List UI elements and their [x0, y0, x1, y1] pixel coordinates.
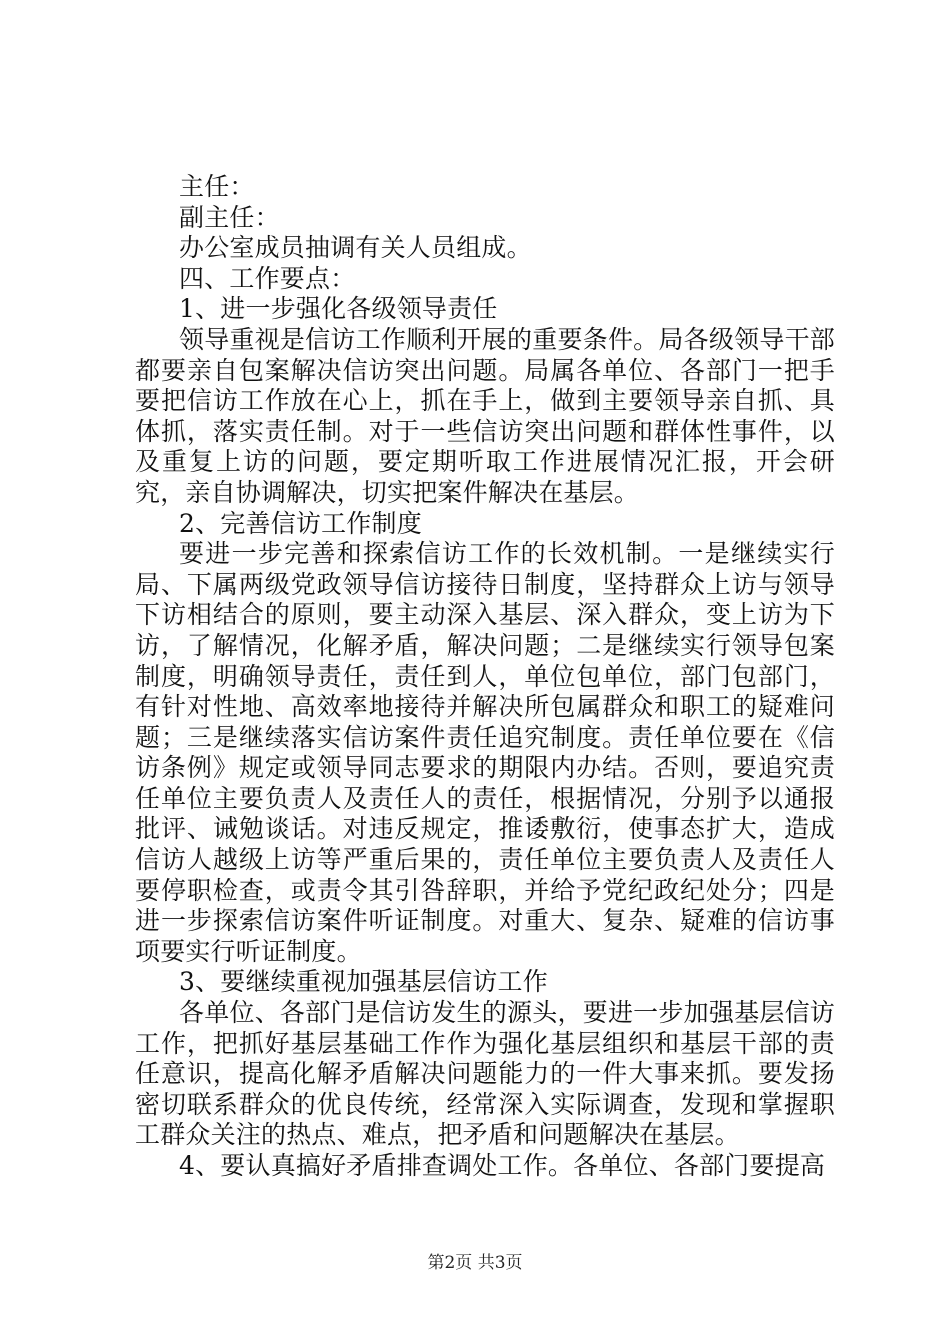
- subheading-grassroots-work: 3、要继续重视加强基层信访工作: [179, 967, 548, 997]
- page-footer: 第2页 共3页: [427, 1253, 523, 1273]
- section-heading-work-points: 四、工作要点：: [179, 263, 356, 293]
- paragraph-office-members: 办公室成员抽调有关人员组成。: [179, 233, 532, 263]
- subheading-improve-system: 2、完善信访工作制度: [179, 508, 422, 538]
- paragraph-conflict-mediation: 4、要认真搞好矛盾排查调处工作。各单位、各部门要提高: [179, 1151, 826, 1180]
- subheading-leadership-responsibility: 1、进一步强化各级领导责任: [179, 294, 498, 324]
- paragraph-leadership-responsibility: 领导重视是信访工作顺利开展的重要条件。局各级领导干部都要亲自包案解决信访突出问题。局属各单位、各部门一把手要把信访工作放在心上，抓在手上，做到主要领导亲自抓、具体抓，落实责任制。对于一些信访突出问题和群体性事件，以及重复上访的问题，要定期听取工作进展情况汇报，开会研究，亲自协调解决，切实把案件解决在基层。: [135, 324, 835, 507]
- paragraph-director: 主任：: [179, 172, 255, 201]
- paragraph-deputy-director: 副主任：: [179, 202, 280, 232]
- paragraph-grassroots-work: 各单位、各部门是信访发生的源头，要进一步加强基层信访工作，把抓好基层基础工作作为强化基层组织和基层干部的责任意识，提高化解矛盾解决问题能力的一件大事来抓。要发扬密切联系群众的优良传统，经常深入实际调查，发现和掌握职工群众关注的热点、难点，把矛盾和问题解决在基层。: [135, 998, 835, 1150]
- paragraph-improve-system: 要进一步完善和探索信访工作的长效机制。一是继续实行局、下属两级党政领导信访接待日制度，坚持群众上访与领导下访相结合的原则，要主动深入基层、深入群众，变上访为下访，了解情况，化解矛盾，解决问题；二是继续实行领导包案制度，明确领导责任，责任到人，单位包单位，部门包部门，有针对性地、高效率地接待并解决所包属群众和职工的疑难问题；三是继续落实信访案件责任追究制度。责任单位要在《信访条例》规定或领导同志要求的期限内办结。否则，要追究责任单位主要负责人及责任人的责任，根据情况，分别予以通报批评、诫勉谈话。对违反规定，推诿敷衍，使事态扩大，造成信访人越级上访等严重后果的，责任单位主要负责人及责任人要停职检查，或责令其引咎辞职，并给予党纪政纪处分；四是进一步探索信访案件听证制度。对重大、复杂、疑难的信访事项要实行听证制度。: [135, 539, 835, 966]
- document-body: [135, 172, 835, 1182]
